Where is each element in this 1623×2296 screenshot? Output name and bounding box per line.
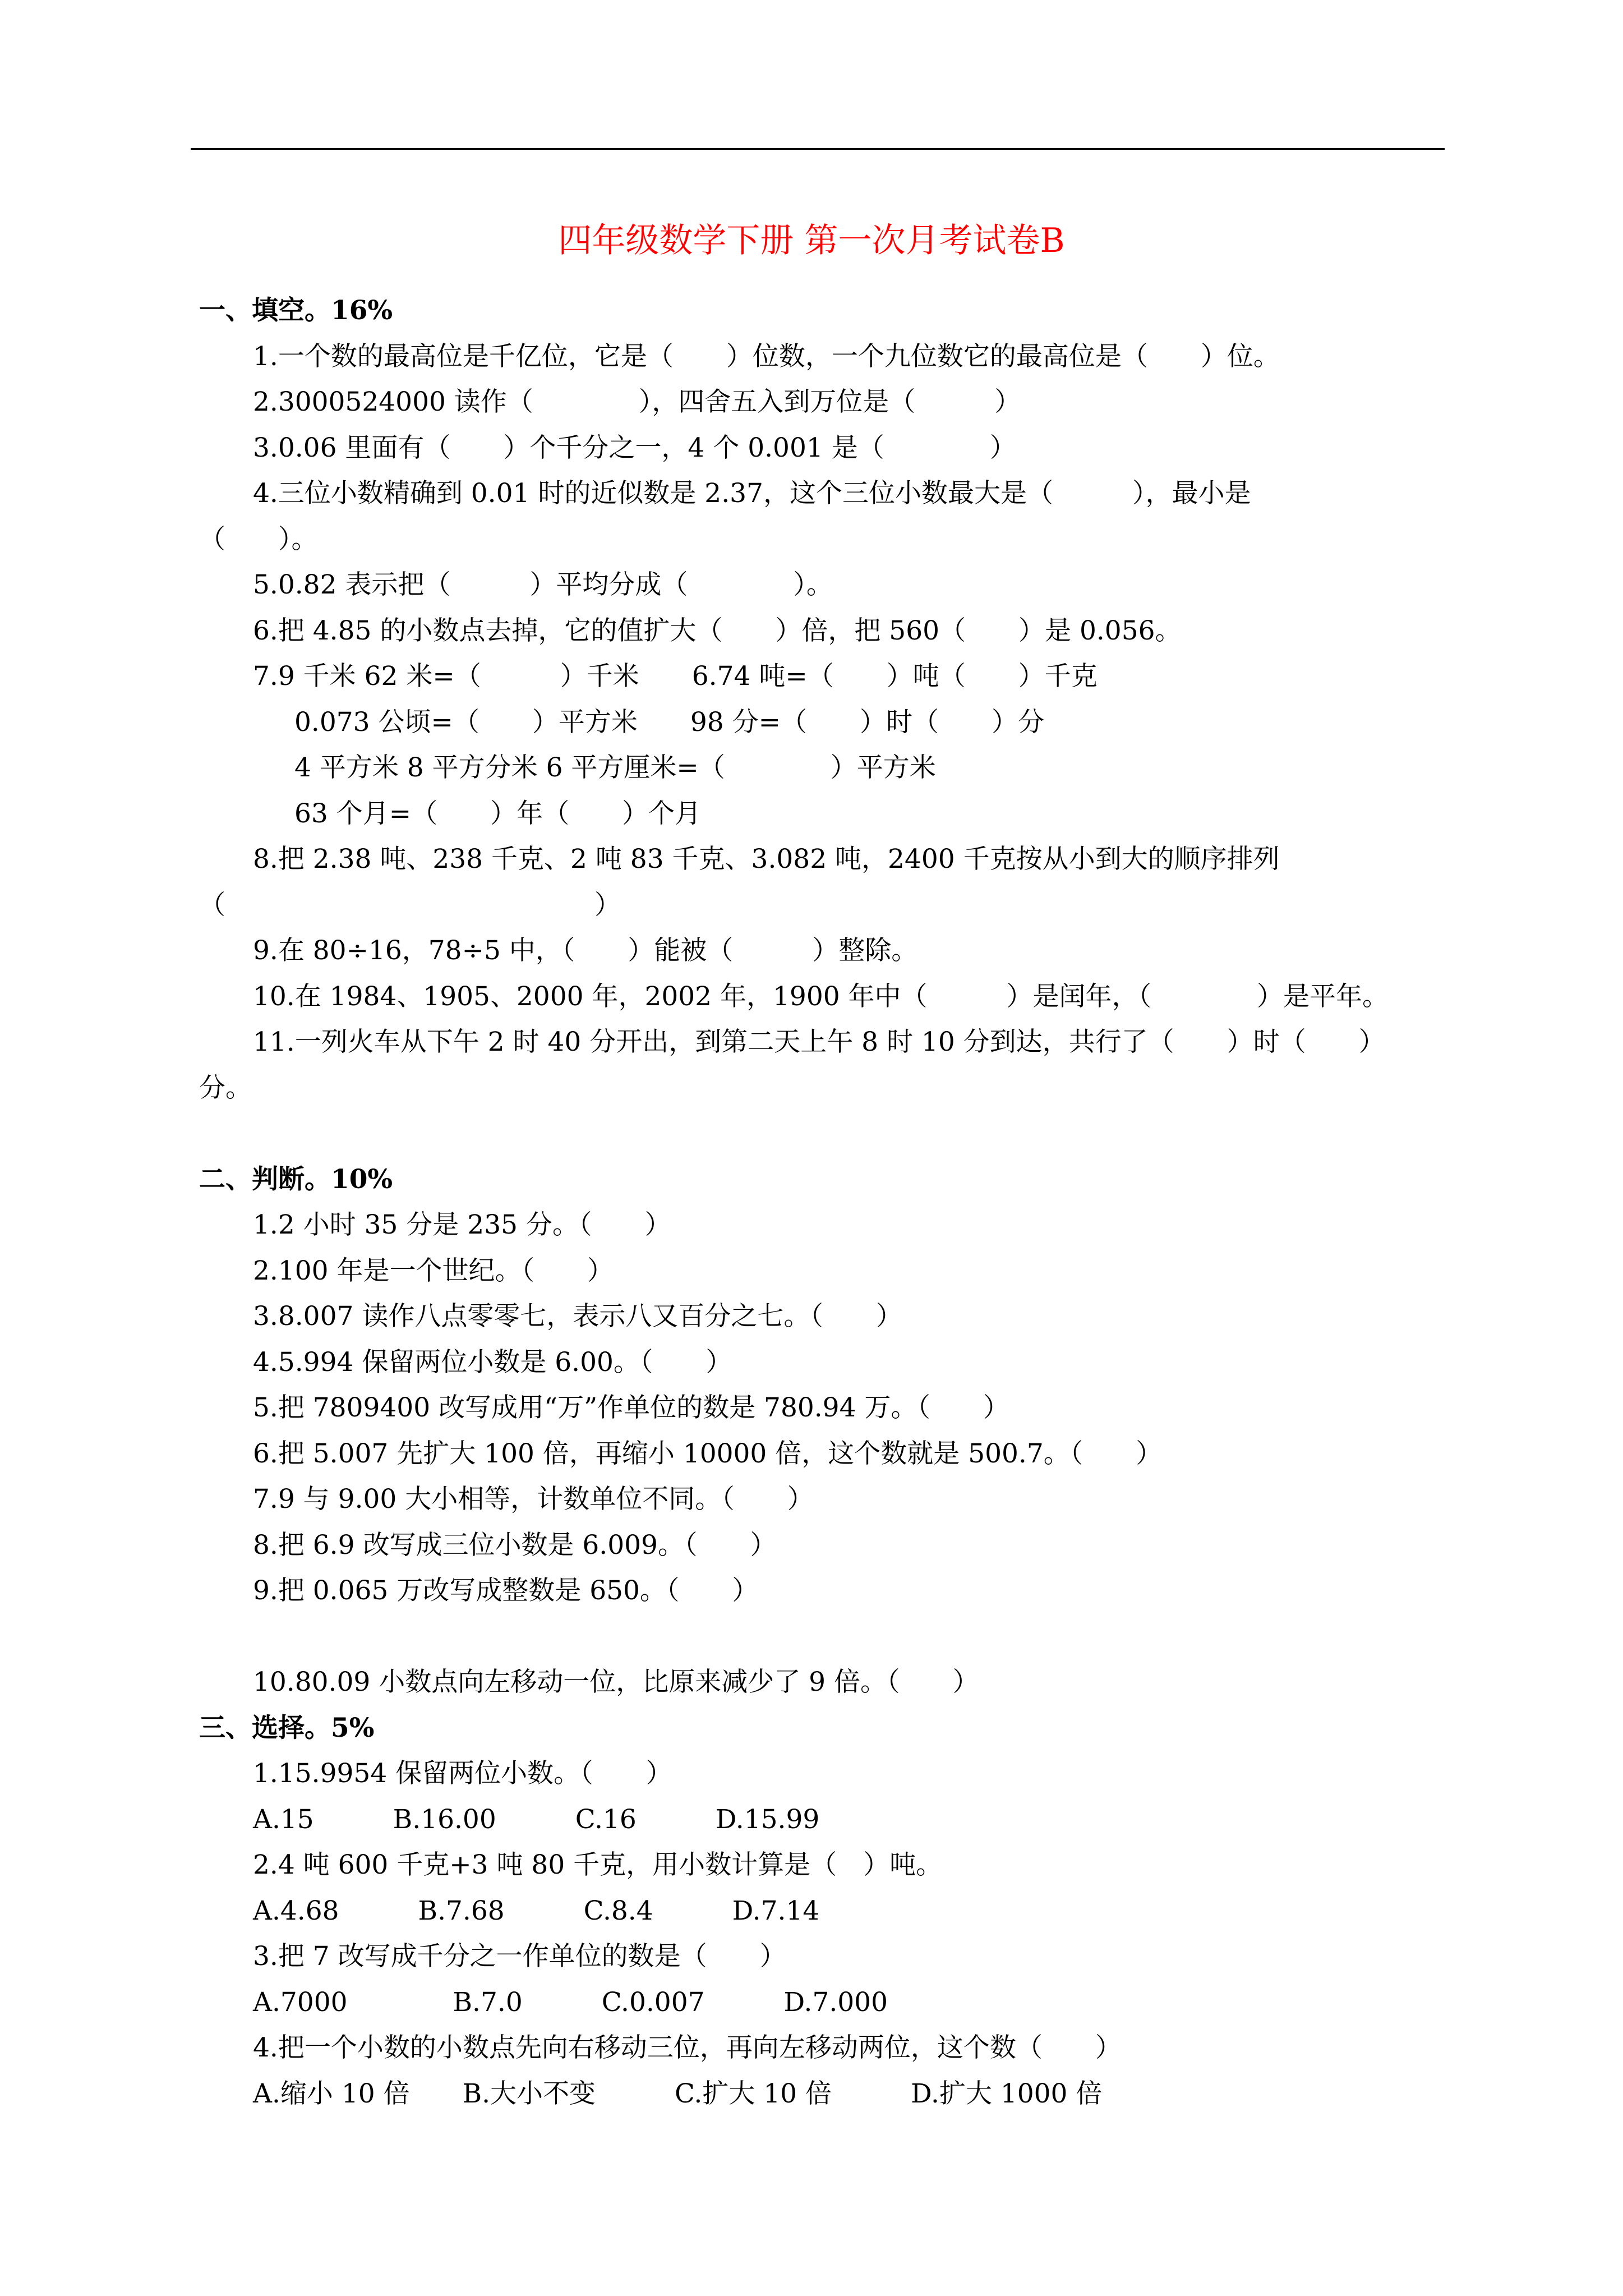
choice-options: A.15 B.16.00 C.16 D.15.99	[253, 1803, 820, 1835]
question-line: 6.把 4.85 的小数点去掉，它的值扩大（ ）倍，把 560（ ）是 0.056。	[253, 615, 1182, 646]
question-line: 9.把 0.065 万改写成整数是 650。（ ）	[253, 1575, 759, 1606]
choice-options: A.7000 B.7.0 C.0.007 D.7.000	[253, 1986, 888, 2018]
question-line: 9.在 80÷16，78÷5 中，（ ）能被（ ）整除。	[253, 935, 918, 966]
page-title: 四年级数学下册 第一次月考试卷B	[558, 221, 1065, 260]
question-line: 1.一个数的最高位是千亿位，它是（ ）位数，一个九位数它的最高位是（ ）位。	[253, 341, 1280, 372]
question-line: （ ）。	[199, 523, 318, 555]
question-line: 1.2 小时 35 分是 235 分。（ ）	[253, 1209, 671, 1240]
question-line: （ ）	[199, 889, 621, 921]
exam-body	[199, 288, 1444, 2116]
question-line: 6.把 5.007 先扩大 100 倍，再缩小 10000 倍，这个数就是 500.7。（ ）	[253, 1438, 1163, 1469]
question-line: 2.100 年是一个世纪。（ ）	[253, 1255, 614, 1286]
spacer	[199, 1614, 1444, 1660]
question-line: 7.9 千米 62 米=（ ）千米 6.74 吨=（ ）吨（ ）千克	[253, 661, 1098, 692]
question-line: 63 个月=（ ）年（ ）个月	[294, 798, 702, 829]
question-line: 3.8.007 读作八点零零七，表示八又百分之七。（ ）	[253, 1301, 902, 1332]
question-line: 分。	[199, 1072, 252, 1103]
question-line: 0.073 公顷=（ ）平方米 98 分=（ ）时（ ）分	[294, 706, 1044, 738]
choice-options: A.4.68 B.7.68 C.8.4 D.7.14	[253, 1895, 820, 1926]
question-line: 10.80.09 小数点向左移动一位，比原来减少了 9 倍。（ ）	[253, 1667, 979, 1697]
section-heading-multiple-choice: 三、选择。5%	[199, 1712, 375, 1743]
question-line: 7.9 与 9.00 大小相等，计数单位不同。（ ）	[253, 1484, 814, 1515]
question-line: 8.把 2.38 吨、238 千克、2 吨 83 千克、3.082 吨，2400 千克按从小到大的顺序排列	[253, 844, 1280, 875]
question-line: 4.把一个小数的小数点先向右移动三位，再向左移动两位，这个数（ ）	[253, 2032, 1122, 2063]
question-line: 3.0.06 里面有（ ）个千分之一，4 个 0.001 是（ ）	[253, 432, 1016, 463]
choice-options: A.缩小 10 倍 B.大小不变 C.扩大 10 倍 D.扩大 1000 倍	[253, 2078, 1103, 2109]
question-line: 4.5.994 保留两位小数是 6.00。（ ）	[253, 1346, 732, 1378]
question-line: 3.把 7 改写成千分之一作单位的数是（ ）	[253, 1941, 786, 1972]
question-line: 4.三位小数精确到 0.01 时的近似数是 2.37，这个三位小数最大是（ ），最小是	[253, 478, 1251, 509]
spacer	[199, 1111, 1444, 1157]
header-rule	[191, 148, 1445, 150]
question-line: 11.一列火车从下午 2 时 40 分开出，到第二天上午 8 时 10 分到达，共行了（ ）时（ ）	[253, 1027, 1385, 1057]
question-line: 1.15.9954 保留两位小数。（ ）	[253, 1758, 672, 1789]
section-heading-fill-blank: 一、填空。16%	[199, 295, 393, 326]
question-line: 5.0.82 表示把（ ）平均分成（ ）。	[253, 569, 833, 600]
question-line: 2.3000524000 读作（ ），四舍五入到万位是（ ）	[253, 386, 1021, 417]
question-line: 10.在 1984、1905、2000 年，2002 年，1900 年中（ ）是闰年，（ ）是平年。	[253, 981, 1389, 1012]
question-line: 4 平方米 8 平方分米 6 平方厘米=（ ）平方米	[294, 752, 936, 783]
section-heading-true-false: 二、判断。10%	[199, 1163, 393, 1195]
question-line: 2.4 吨 600 千克+3 吨 80 千克，用小数计算是（ ）吨。	[253, 1849, 943, 1880]
question-line: 5.把 7809400 改写成用“万”作单位的数是 780.94 万。（ ）	[253, 1392, 1009, 1423]
question-line: 8.把 6.9 改写成三位小数是 6.009。（ ）	[253, 1529, 777, 1561]
